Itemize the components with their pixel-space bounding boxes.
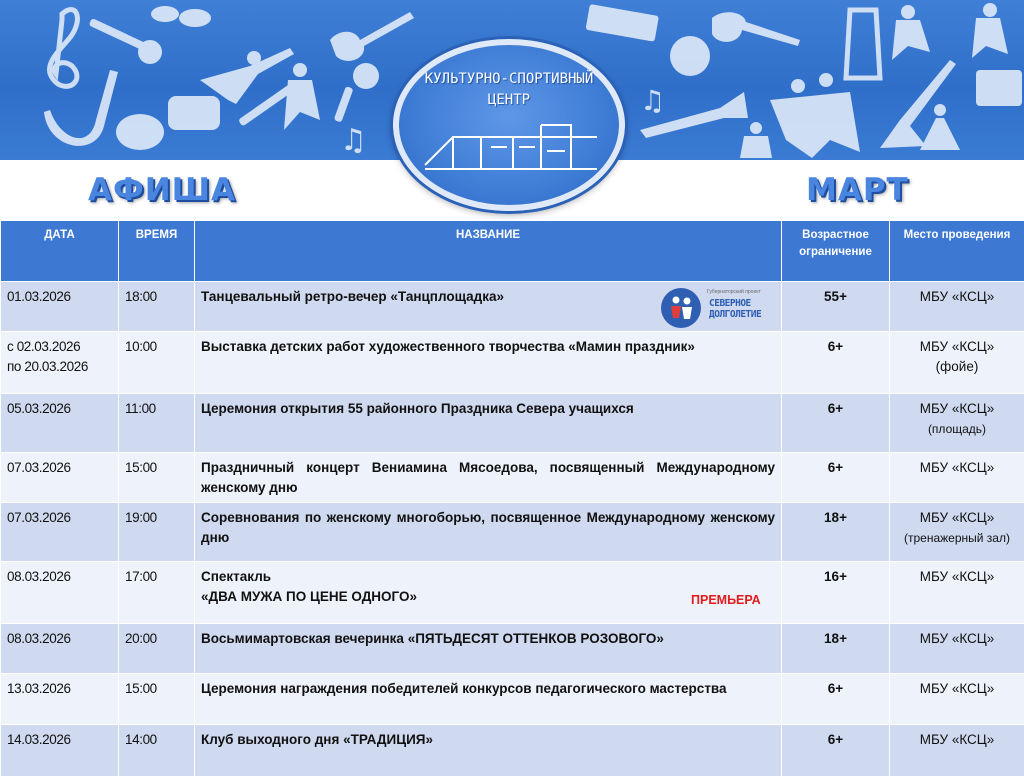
- table-row: [1, 453, 1024, 503]
- table-row: [1, 624, 1024, 674]
- age-header-line2: ограничение: [799, 246, 872, 258]
- event-date: [1, 332, 119, 394]
- event-place: [890, 453, 1024, 503]
- table-row: [1, 332, 1024, 394]
- event-place-name: МБУ «КСЦ»: [920, 631, 995, 646]
- table-row: [1, 394, 1024, 453]
- event-title: Церемония награждения победителей конкурсов педагогического мастерства: [195, 674, 782, 725]
- month-title: МАРТ: [806, 172, 909, 208]
- longevity-logo-icon: [661, 288, 701, 328]
- event-place: [890, 562, 1024, 624]
- event-date: 01.03.2026: [1, 282, 119, 332]
- event-place-detail: (площадь): [928, 422, 986, 436]
- event-date: 07.03.2026: [1, 453, 119, 503]
- column-header-place: Место проведения: [890, 221, 1024, 282]
- event-time: 17:00: [119, 562, 195, 624]
- center-logo: [393, 39, 625, 211]
- event-place-name: МБУ «КСЦ»: [920, 460, 995, 475]
- event-time: 15:00: [119, 453, 195, 503]
- table-header-row: [1, 221, 1024, 282]
- event-date-end: по 20.03.2026: [7, 359, 88, 374]
- event-place-name: МБУ «КСЦ»: [920, 401, 995, 416]
- event-place: [890, 394, 1024, 453]
- event-time: 14:00: [119, 725, 195, 777]
- event-date: 05.03.2026: [1, 394, 119, 453]
- premiere-label: ПРЕМЬЕРА: [691, 590, 761, 610]
- event-place-name: МБУ «КСЦ»: [920, 681, 995, 696]
- event-title-cell: [195, 562, 782, 624]
- event-date: 08.03.2026: [1, 562, 119, 624]
- column-header-time: ВРЕМЯ: [119, 221, 195, 282]
- event-age-limit: 18+: [782, 624, 890, 674]
- northern-longevity-badge: [661, 288, 769, 328]
- table-row: [1, 503, 1024, 562]
- event-title: Выставка детских работ художественного творчества «Мамин праздник»: [195, 332, 782, 394]
- event-age-limit: 6+: [782, 453, 890, 503]
- event-age-limit: 6+: [782, 394, 890, 453]
- event-place: [890, 282, 1024, 332]
- event-date: 07.03.2026: [1, 503, 119, 562]
- event-title-line2: «ДВА МУЖА ПО ЦЕНЕ ОДНОГО»: [201, 589, 417, 604]
- event-place-name: МБУ «КСЦ»: [920, 289, 995, 304]
- event-place-name: МБУ «КСЦ»: [920, 569, 995, 584]
- table-row: [1, 562, 1024, 624]
- logo-line-2: ЦЕНТР: [399, 92, 619, 108]
- table-row: [1, 282, 1024, 332]
- poster-title: АФИША: [88, 172, 236, 208]
- event-title: Соревнования по женскому многоборью, посвященное Международному женскому дню: [195, 503, 782, 562]
- event-time: 15:00: [119, 674, 195, 725]
- event-place-detail: (тренажерный зал): [904, 531, 1010, 545]
- event-time: 20:00: [119, 624, 195, 674]
- age-header-line1: Возрастное: [802, 229, 869, 241]
- events-table: [0, 220, 1024, 777]
- table-row: [1, 674, 1024, 725]
- event-age-limit: 55+: [782, 282, 890, 332]
- table-row: [1, 725, 1024, 777]
- event-date: 13.03.2026: [1, 674, 119, 725]
- svg-text:♫: ♫: [340, 123, 367, 158]
- event-title: Клуб выходного дня «ТРАДИЦИЯ»: [195, 725, 782, 777]
- event-age-limit: 6+: [782, 332, 890, 394]
- event-title: Восьмимартовская вечеринка «ПЯТЬДЕСЯТ ОТТЕНКОВ РОЗОВОГО»: [195, 624, 782, 674]
- badge-name: [709, 298, 761, 320]
- event-place: [890, 674, 1024, 725]
- event-place-detail: (фойе): [936, 359, 979, 374]
- event-place-name: МБУ «КСЦ»: [920, 339, 995, 354]
- event-place: [890, 503, 1024, 562]
- event-place: [890, 624, 1024, 674]
- event-time: 18:00: [119, 282, 195, 332]
- badge-name-line1: СЕВЕРНОЕ: [709, 298, 751, 309]
- event-place: [890, 725, 1024, 777]
- event-title: Танцевальный ретро-вечер «Танцплощадка»: [201, 289, 504, 304]
- column-header-age: [782, 221, 890, 282]
- svg-text:♫: ♫: [640, 84, 665, 117]
- column-header-date: ДАТА: [1, 221, 119, 282]
- event-title: Церемония открытия 55 районного Праздника Севера учащихся: [195, 394, 782, 453]
- event-title-cell: [195, 282, 782, 332]
- building-icon: [421, 107, 601, 177]
- event-place-name: МБУ «КСЦ»: [920, 732, 995, 747]
- event-time: 11:00: [119, 394, 195, 453]
- event-time: 19:00: [119, 503, 195, 562]
- event-date: 14.03.2026: [1, 725, 119, 777]
- column-header-title: НАЗВАНИЕ: [195, 221, 782, 282]
- event-title: Спектакль: [201, 569, 271, 584]
- event-age-limit: 18+: [782, 503, 890, 562]
- event-date: 08.03.2026: [1, 624, 119, 674]
- event-time: 10:00: [119, 332, 195, 394]
- event-age-limit: 16+: [782, 562, 890, 624]
- event-date-start: с 02.03.2026: [7, 339, 80, 354]
- badge-name-line2: ДОЛГОЛЕТИЕ: [709, 309, 761, 320]
- event-title: Праздничный концерт Вениамина Мясоедова, посвященный Международному женскому дню: [195, 453, 782, 503]
- logo-line-1: КУЛЬТУРНО-СПОРТИВНЫЙ: [399, 71, 619, 87]
- badge-caption: Губернаторский проект: [707, 289, 761, 295]
- event-place: [890, 332, 1024, 394]
- event-age-limit: 6+: [782, 674, 890, 725]
- event-place-name: МБУ «КСЦ»: [920, 510, 995, 525]
- event-age-limit: 6+: [782, 725, 890, 777]
